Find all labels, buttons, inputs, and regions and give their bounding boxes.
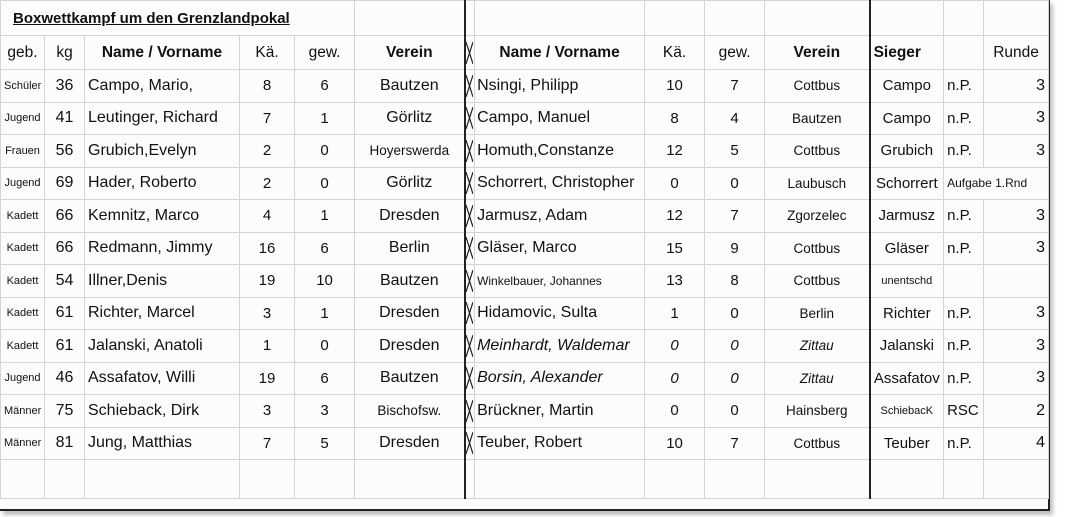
cell-name-red: Leutinger, Richard [85, 102, 240, 135]
cell-club-red: Hoyerswerda [355, 135, 465, 168]
cell-wins-blue: 0 [705, 395, 765, 428]
cell-club-blue: Cottbus [765, 427, 870, 460]
cell-bouts-red: 7 [240, 102, 295, 135]
cell-name-blue: Homuth,Constanze [475, 135, 645, 168]
cell-weight: 46 [45, 362, 85, 395]
table-row [1, 200, 1049, 233]
cell-name-blue: Schorrert, Christopher [475, 167, 645, 200]
cell-wins-blue: 4 [705, 102, 765, 135]
cell-decision: n.P. [944, 362, 984, 395]
cell-weight: 36 [45, 70, 85, 103]
header-kampfe-blue: Kä. [645, 36, 705, 70]
cell-bouts-blue: 12 [645, 200, 705, 233]
cell-club-blue: Cottbus [765, 70, 870, 103]
separator-cell [465, 265, 475, 298]
cell-name-blue: Meinhardt, Waldemar [475, 330, 645, 363]
cell-round: 3 [984, 362, 1049, 395]
cell-winner: unentschd [870, 265, 944, 298]
cell-winner: Assafatov [870, 362, 944, 395]
cell-club-blue: Hainsberg [765, 395, 870, 428]
cell-age-class: Kadett [1, 232, 45, 265]
cell-wins-blue: 9 [705, 232, 765, 265]
cell-club-red: Bautzen [355, 362, 465, 395]
cell-decision: n.P. [944, 232, 984, 265]
cell-wins-blue: 7 [705, 200, 765, 233]
cell-bouts-red: 2 [240, 135, 295, 168]
cell-name-blue: Jarmusz, Adam [475, 200, 645, 233]
cell-bouts-blue: 15 [645, 232, 705, 265]
table-row [1, 70, 1049, 103]
separator-cell [465, 232, 475, 265]
cell-weight: 61 [45, 297, 85, 330]
cross-mark-icon [466, 400, 473, 422]
table-row [1, 167, 1049, 200]
cell-age-class: Männer [1, 427, 45, 460]
cell-winner: Jalanski [870, 330, 944, 363]
header-geb: geb. [1, 36, 45, 70]
cell-weight: 66 [45, 232, 85, 265]
cell-decision: RSC [944, 395, 984, 428]
cross-mark-icon [466, 432, 473, 454]
cell-wins-red: 1 [295, 102, 355, 135]
cell-wins-red: 3 [295, 395, 355, 428]
cell-club-blue: Zittau [765, 362, 870, 395]
cell-bouts-blue: 1 [645, 297, 705, 330]
cell-club-red: Bischofsw. [355, 395, 465, 428]
cell-name-red: Redmann, Jimmy [85, 232, 240, 265]
header-name-red: Name / Vorname [85, 36, 240, 70]
cell-club-red: Görlitz [355, 102, 465, 135]
cell-age-class: Jugend [1, 102, 45, 135]
cell-name-red: Illner,Denis [85, 265, 240, 298]
cross-mark-icon [466, 140, 473, 162]
header-verein-blue: Verein [765, 36, 870, 70]
cell-bouts-red: 8 [240, 70, 295, 103]
cell-wins-red: 6 [295, 232, 355, 265]
cell-age-class: Schüler [1, 70, 45, 103]
header-verein-red: Verein [355, 36, 465, 70]
cell-winner: Grubich [870, 135, 944, 168]
cell-bouts-red: 19 [240, 362, 295, 395]
cell-bouts-red: 2 [240, 167, 295, 200]
cell-decision: n.P. [944, 200, 984, 233]
cell-bouts-red: 3 [240, 297, 295, 330]
cell-decision [944, 265, 984, 298]
cell-decision: n.P. [944, 70, 984, 103]
cell-wins-blue: 0 [705, 167, 765, 200]
cell-bouts-red: 19 [240, 265, 295, 298]
cell-wins-blue: 7 [705, 427, 765, 460]
cell-name-blue: Campo, Manuel [475, 102, 645, 135]
cell-round: 3 [984, 70, 1049, 103]
cell-name-red: Grubich,Evelyn [85, 135, 240, 168]
cell-name-red: Schieback, Dirk [85, 395, 240, 428]
cell-club-red: Dresden [355, 427, 465, 460]
cross-mark-icon [466, 302, 473, 324]
cell-round [984, 265, 1049, 298]
cell-weight: 61 [45, 330, 85, 363]
header-runde: Runde [984, 36, 1049, 70]
cell-bouts-red: 1 [240, 330, 295, 363]
separator-cell [465, 330, 475, 363]
empty-row [1, 460, 1049, 499]
cell-club-red: Dresden [355, 297, 465, 330]
cross-mark-icon [466, 107, 473, 129]
cell-decision: Aufgabe 1.Rnd [944, 167, 1049, 200]
cell-name-blue: Nsingi, Philipp [475, 70, 645, 103]
cell-bouts-blue: 0 [645, 330, 705, 363]
cell-age-class: Kadett [1, 297, 45, 330]
cell-wins-blue: 8 [705, 265, 765, 298]
cell-winner: Jarmusz [870, 200, 944, 233]
cell-round: 3 [984, 102, 1049, 135]
cell-club-red: Dresden [355, 200, 465, 233]
cross-mark-icon [466, 42, 473, 64]
cell-club-blue: Berlin [765, 297, 870, 330]
cell-name-blue: Hidamovic, Sulta [475, 297, 645, 330]
cell-name-blue: Brückner, Martin [475, 395, 645, 428]
cross-mark-icon [466, 75, 473, 97]
cell-wins-blue: 7 [705, 70, 765, 103]
cell-wins-blue: 5 [705, 135, 765, 168]
cell-weight: 75 [45, 395, 85, 428]
cell-bouts-blue: 10 [645, 427, 705, 460]
separator-cell [465, 297, 475, 330]
separator-cell [465, 427, 475, 460]
cell-decision: n.P. [944, 102, 984, 135]
cell-age-class: Männer [1, 395, 45, 428]
cell-wins-red: 0 [295, 330, 355, 363]
cell-club-red: Görlitz [355, 167, 465, 200]
cell-bouts-red: 7 [240, 427, 295, 460]
cell-name-blue: Gläser, Marco [475, 232, 645, 265]
cell-weight: 69 [45, 167, 85, 200]
cell-wins-red: 0 [295, 135, 355, 168]
cross-mark-icon [466, 205, 473, 227]
cell-name-red: Kemnitz, Marco [85, 200, 240, 233]
cell-wins-red: 1 [295, 200, 355, 233]
cell-round: 2 [984, 395, 1049, 428]
cell-club-blue: Cottbus [765, 135, 870, 168]
separator-cell [465, 167, 475, 200]
cell-decision: n.P. [944, 297, 984, 330]
separator-cell [465, 70, 475, 103]
cell-wins-red: 0 [295, 167, 355, 200]
cell-weight: 54 [45, 265, 85, 298]
cell-decision: n.P. [944, 330, 984, 363]
cell-bouts-blue: 10 [645, 70, 705, 103]
table-row [1, 232, 1049, 265]
header-name-blue: Name / Vorname [475, 36, 645, 70]
sheet-title: Boxwettkampf um den Grenzlandpokal [1, 1, 355, 36]
cell-club-red: Bautzen [355, 265, 465, 298]
header-kampfe-red: Kä. [240, 36, 295, 70]
cell-winner: Campo [870, 102, 944, 135]
cell-age-class: Frauen [1, 135, 45, 168]
header-row [1, 36, 1049, 70]
cell-round: 4 [984, 427, 1049, 460]
separator-cell [465, 36, 475, 70]
separator-cell [465, 200, 475, 233]
cell-club-red: Bautzen [355, 70, 465, 103]
cell-winner: Gläser [870, 232, 944, 265]
cell-bouts-red: 4 [240, 200, 295, 233]
cell-bouts-blue: 0 [645, 362, 705, 395]
cell-name-blue: Borsin, Alexander [475, 362, 645, 395]
cell-name-blue: Winkelbauer, Johannes [475, 265, 645, 298]
cell-wins-red: 1 [295, 297, 355, 330]
cell-club-blue: Bautzen [765, 102, 870, 135]
cell-name-blue: Teuber, Robert [475, 427, 645, 460]
separator-cell [465, 362, 475, 395]
cell-wins-blue: 0 [705, 297, 765, 330]
cell-bouts-red: 16 [240, 232, 295, 265]
cell-round: 3 [984, 135, 1049, 168]
separator-cell [465, 1, 475, 36]
cell-weight: 81 [45, 427, 85, 460]
cross-mark-icon [466, 367, 473, 389]
table-row [1, 297, 1049, 330]
cell-round: 3 [984, 297, 1049, 330]
cell-name-red: Richter, Marcel [85, 297, 240, 330]
table-row [1, 135, 1049, 168]
table-row [1, 265, 1049, 298]
cell-winner: SchiebacK [870, 395, 944, 428]
cell-wins-red: 6 [295, 362, 355, 395]
title-row [1, 1, 1049, 36]
cell-bouts-red: 3 [240, 395, 295, 428]
cell-name-red: Hader, Roberto [85, 167, 240, 200]
cell-round: 3 [984, 232, 1049, 265]
cross-mark-icon [466, 270, 473, 292]
table-row [1, 395, 1049, 428]
header-gewonnen-blue: gew. [705, 36, 765, 70]
cell-wins-blue: 0 [705, 362, 765, 395]
cell-age-class: Jugend [1, 167, 45, 200]
table-row [1, 102, 1049, 135]
cell-bouts-blue: 13 [645, 265, 705, 298]
cell-club-blue: Zgorzelec [765, 200, 870, 233]
cell-age-class: Kadett [1, 200, 45, 233]
cell-winner: Schorrert [870, 167, 944, 200]
cell-wins-red: 10 [295, 265, 355, 298]
cell-bouts-blue: 12 [645, 135, 705, 168]
cell-club-blue: Zittau [765, 330, 870, 363]
cell-winner: Richter [870, 297, 944, 330]
cell-decision: n.P. [944, 427, 984, 460]
cell-age-class: Kadett [1, 330, 45, 363]
cell-wins-red: 6 [295, 70, 355, 103]
cross-mark-icon [466, 172, 473, 194]
cell-club-blue: Laubusch [765, 167, 870, 200]
cell-age-class: Kadett [1, 265, 45, 298]
cell-name-red: Jung, Matthias [85, 427, 240, 460]
table-row [1, 362, 1049, 395]
cell-club-red: Dresden [355, 330, 465, 363]
cell-name-red: Campo, Mario, [85, 70, 240, 103]
cell-club-blue: Cottbus [765, 232, 870, 265]
cell-wins-red: 5 [295, 427, 355, 460]
table-row [1, 330, 1049, 363]
cell-decision: n.P. [944, 135, 984, 168]
cell-winner: Teuber [870, 427, 944, 460]
table-row [1, 427, 1049, 460]
cell-age-class: Jugend [1, 362, 45, 395]
header-sieger: Sieger [870, 36, 944, 70]
separator-cell [465, 135, 475, 168]
cell-bouts-blue: 0 [645, 395, 705, 428]
cell-round: 3 [984, 330, 1049, 363]
cell-club-red: Berlin [355, 232, 465, 265]
cross-mark-icon [466, 335, 473, 357]
cell-name-red: Assafatov, Willi [85, 362, 240, 395]
cell-weight: 66 [45, 200, 85, 233]
cell-weight: 41 [45, 102, 85, 135]
separator-cell [465, 102, 475, 135]
cell-name-red: Jalanski, Anatoli [85, 330, 240, 363]
cell-round: 3 [984, 200, 1049, 233]
cell-bouts-blue: 8 [645, 102, 705, 135]
cell-winner: Campo [870, 70, 944, 103]
cell-bouts-blue: 0 [645, 167, 705, 200]
header-kg: kg [45, 36, 85, 70]
cell-weight: 56 [45, 135, 85, 168]
cross-mark-icon [466, 237, 473, 259]
cell-wins-blue: 0 [705, 330, 765, 363]
cell-club-blue: Cottbus [765, 265, 870, 298]
separator-cell [465, 395, 475, 428]
header-gewonnen-red: gew. [295, 36, 355, 70]
